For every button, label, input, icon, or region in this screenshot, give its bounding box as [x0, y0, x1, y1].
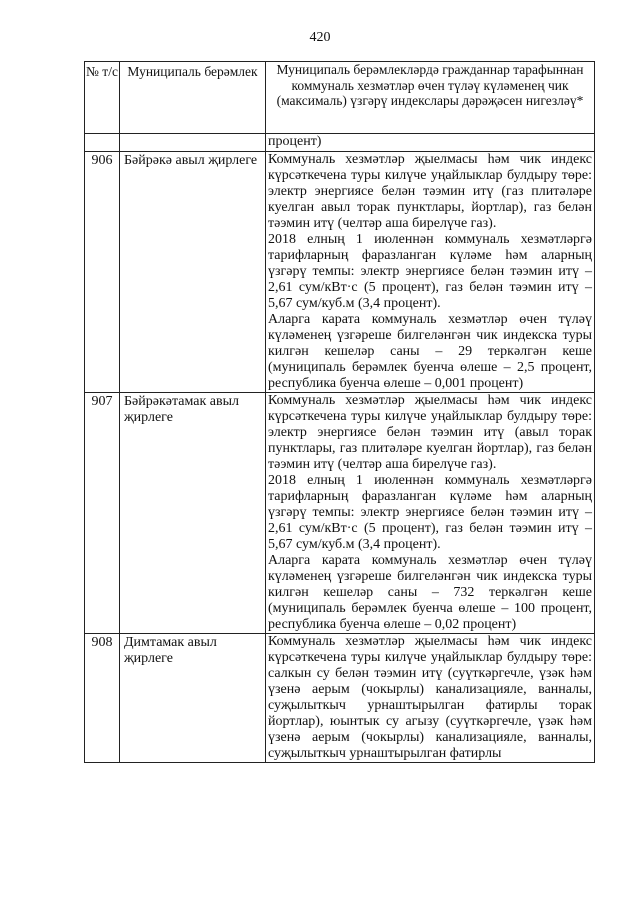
header-description: Муниципаль берәмлекләрдә гражданнар тарафыннан коммуналь хезмәтләр өчен түләү күләменең чик (максималь) үзгәрү индекслары дәрәҗәсен нигезләү*: [266, 62, 595, 134]
row-municipality: Бәйрәкә авыл җирлеге: [120, 152, 266, 393]
table-row: [85, 634, 595, 763]
row-paragraph: Коммуналь хезмәтләр җыелмасы һәм чик индекс күрсәткечена туры килүче уңайлыклар булдыру төре: салкын су белән тәэмин итү (суүткәргечле, үзәк һәм үзенә аерым (чокырлы) канализацияле, ванналы, суҗылыткыч урнаштырылган фатирлы торак йортлар), юынтык су агызу (суүткәргечле, үзәк һәм үзенә аерым (чокырлы) канализацияле, ванналы, суҗылыткыч урнаштырылган фатирлы: [268, 634, 592, 761]
header-municipality: Муниципаль берәмлек: [120, 62, 266, 134]
table-row: [85, 152, 595, 393]
continuation-text: процент): [266, 134, 595, 152]
row-paragraph: Аларга карата коммуналь хезмәтләр өчен түләү күләменең үзгәреше билгеләнгән чик индекска туры килгән кешеләр саны – 29 теркәлгән кеше (муниципаль берәмлек буенча өлеше – 2,5 процент, республика буенча өлеше – 0,001 процент): [268, 312, 592, 391]
row-paragraph: 2018 елның 1 июленнән коммуналь хезмәтләргә тарифларның фаразланган күләме һәм аларның үзгәрү темпы: электр энергиясе белән тәэмин итү – 2,61 сум/кВт·с (5 процент), газ белән тәэмин итү – 5,67 сум/куб.м (3,4 процент).: [268, 232, 592, 311]
row-paragraph: Аларга карата коммуналь хезмәтләр өчен түләү күләменең үзгәреше билгеләнгән чик индекска туры килгән кешеләр саны – 732 теркәлгән кеше (муниципаль берәмлек буенча өлеше – 100 процент, республика буенча өлеше – 0,02 процент): [268, 553, 592, 632]
row-number: 907: [85, 393, 120, 634]
row-number: 906: [85, 152, 120, 393]
row-number: 908: [85, 634, 120, 763]
table-header-row: [85, 62, 595, 134]
page-number: 420: [309, 30, 331, 45]
table-row: [85, 393, 595, 634]
row-paragraph: 2018 елның 1 июленнән коммуналь хезмәтләргә тарифларның фаразланган күләме һәм аларның үзгәрү темпы: электр энергиясе белән тәэмин итү – 2,61 сум/кВт·с (5 процент), газ белән тәэмин итү – 5,67 сум/куб.м (3,4 процент).: [268, 473, 592, 552]
row-description: [266, 393, 595, 634]
row-municipality: Димтамак авыл җирлеге: [120, 634, 266, 763]
municipal-table: [84, 61, 595, 763]
continuation-row: [85, 134, 595, 152]
continuation-municipality: [120, 134, 266, 152]
row-paragraph: Коммуналь хезмәтләр җыелмасы һәм чик индекс күрсәткечена туры килүче уңайлыклар булдыру төре: электр энергиясе белән тәэмин итү (авыл торак пунктлары, газ плитәләре куелган йортлар), газ белән тәэмин итү (челтәр аша бирелүче газ).: [268, 393, 592, 472]
row-description: [266, 152, 595, 393]
continuation-number: [85, 134, 120, 152]
row-description: [266, 634, 595, 763]
row-municipality: Бәйрәкәтамак авыл җирлеге: [120, 393, 266, 634]
header-number: № т/с: [85, 62, 120, 134]
row-paragraph: Коммуналь хезмәтләр җыелмасы һәм чик индекс күрсәткечена туры килүче уңайлыклар булдыру төре: электр энергиясе белән тәэмин итү (газ плитәләре куелган авыл торак пунктлары, йортлар), газ белән тәэмин итү (челтәр аша бирелүче газ).: [268, 152, 592, 231]
